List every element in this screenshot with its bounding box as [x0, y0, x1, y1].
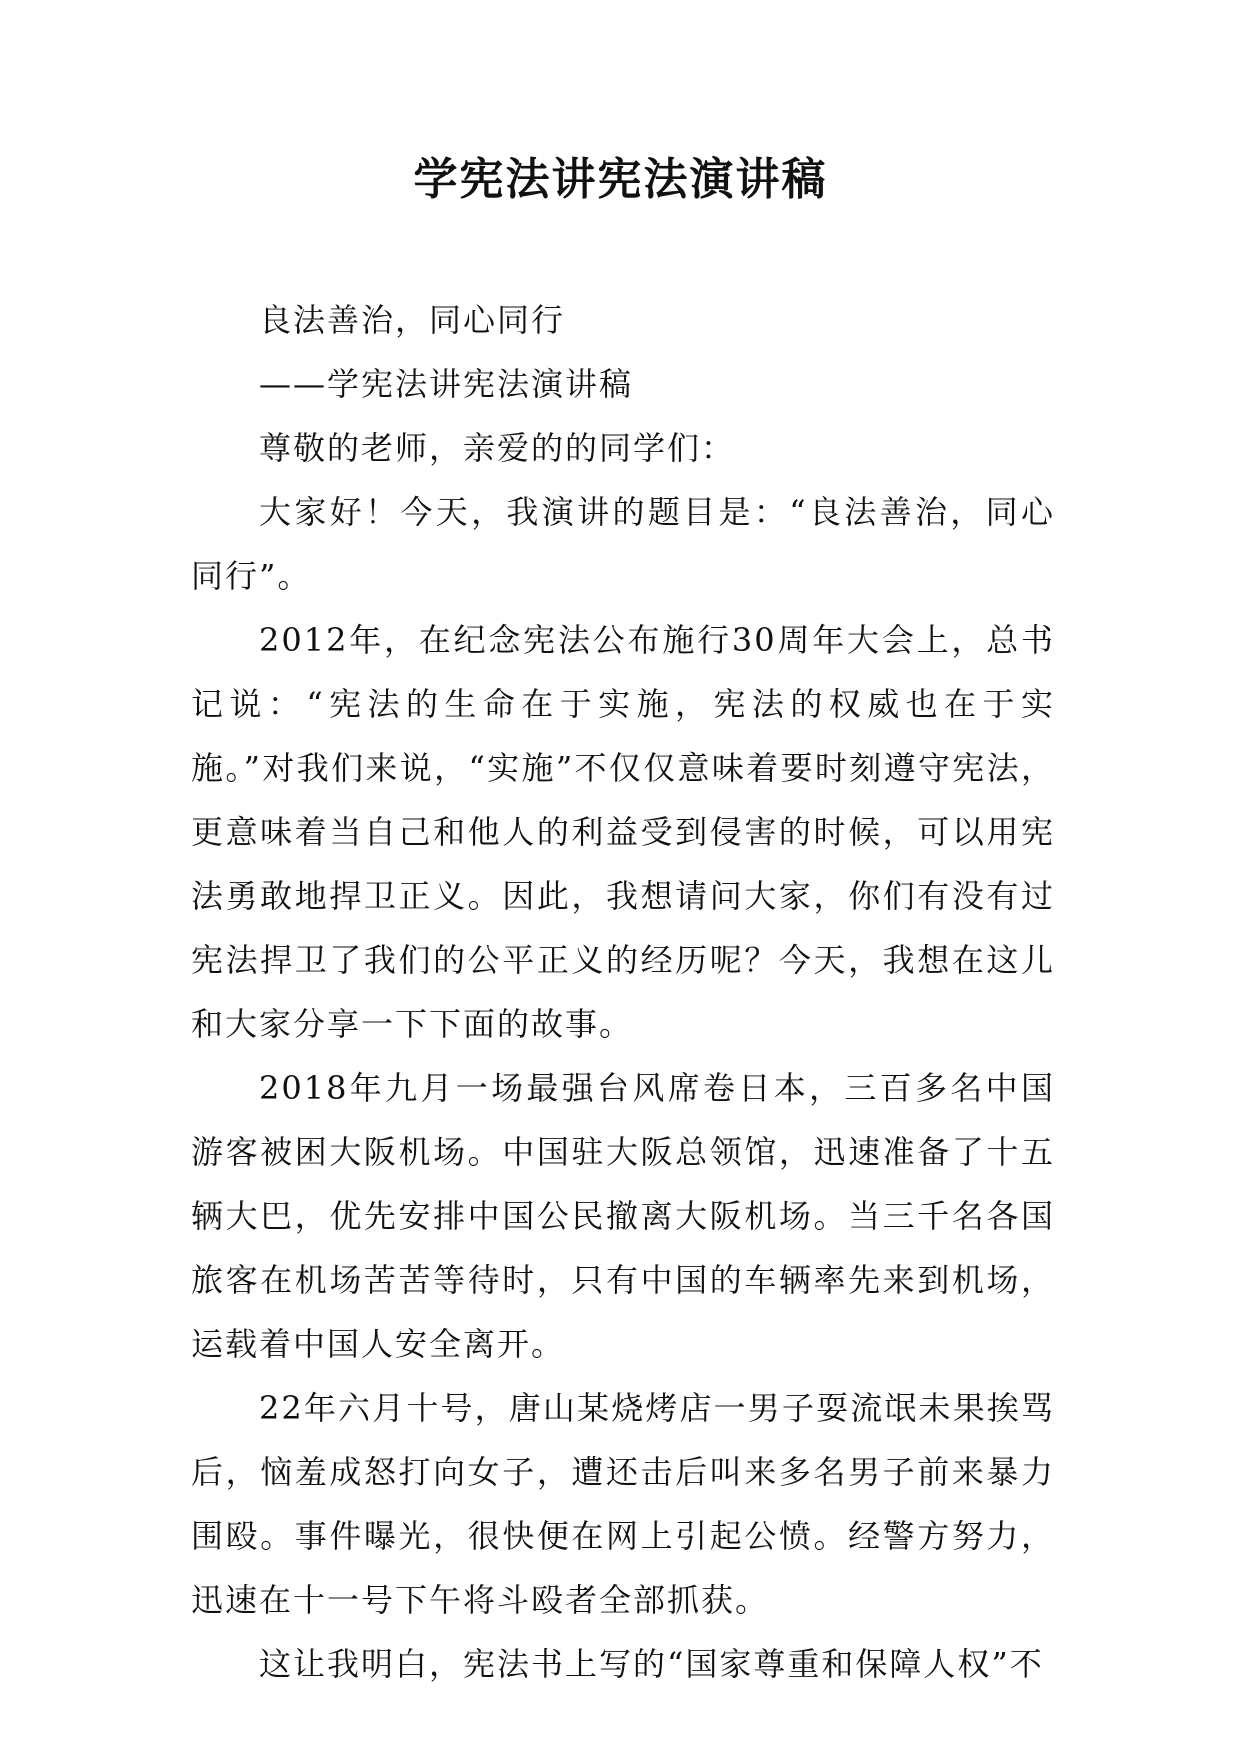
- paragraph-tangshan: 22年六月十号，唐山某烧烤店一男子耍流氓未果挨骂后，恼羞成怒打向女子，遭还击后叫来多名男子前来暴力围殴。事件曝光，很快便在网上引起公愤。经警方努力，迅速在十一号下午将斗殴者全部抓获。: [191, 1389, 1055, 1619]
- document-title: 学宪法讲宪法演讲稿: [413, 154, 828, 205]
- salutation: 尊敬的老师，亲爱的的同学们：: [259, 429, 736, 467]
- document-body: [191, 288, 1055, 1696]
- paragraph-2018: 2018年九月一场最强台风席卷日本，三百多名中国游客被困大阪机场。中国驻大阪总领馆，迅速准备了十五辆大巴，优先安排中国公民撤离大阪机场。当三千名各国旅客在机场苦苦等待时，只有中国的车辆率先来到机场，运载着中国人安全离开。: [191, 1069, 1055, 1363]
- speech-subtitle: 良法善治，同心同行: [259, 301, 566, 339]
- paragraph-conclusion: 这让我明白，宪法书上写的“国家尊重和保障人权”不: [259, 1645, 1044, 1683]
- paragraph-greeting: 大家好！今天，我演讲的题目是：“良法善治，同心同行”。: [191, 493, 1055, 595]
- paragraph-2012: 2012年，在纪念宪法公布施行30周年大会上，总书记说：“宪法的生命在于实施，宪法的权威也在于实施。”对我们来说，“实施”不仅仅意味着要时刻遵守宪法，更意味着当自己和他人的利益受到侵害的时候，可以用宪法勇敢地捍卫正义。因此，我想请问大家，你们有没有过宪法捍卫了我们的公平正义的经历呢？今天，我想在这儿和大家分享一下下面的故事。: [191, 621, 1055, 1043]
- speech-subtitle-dash: ——学宪法讲宪法演讲稿: [259, 365, 634, 403]
